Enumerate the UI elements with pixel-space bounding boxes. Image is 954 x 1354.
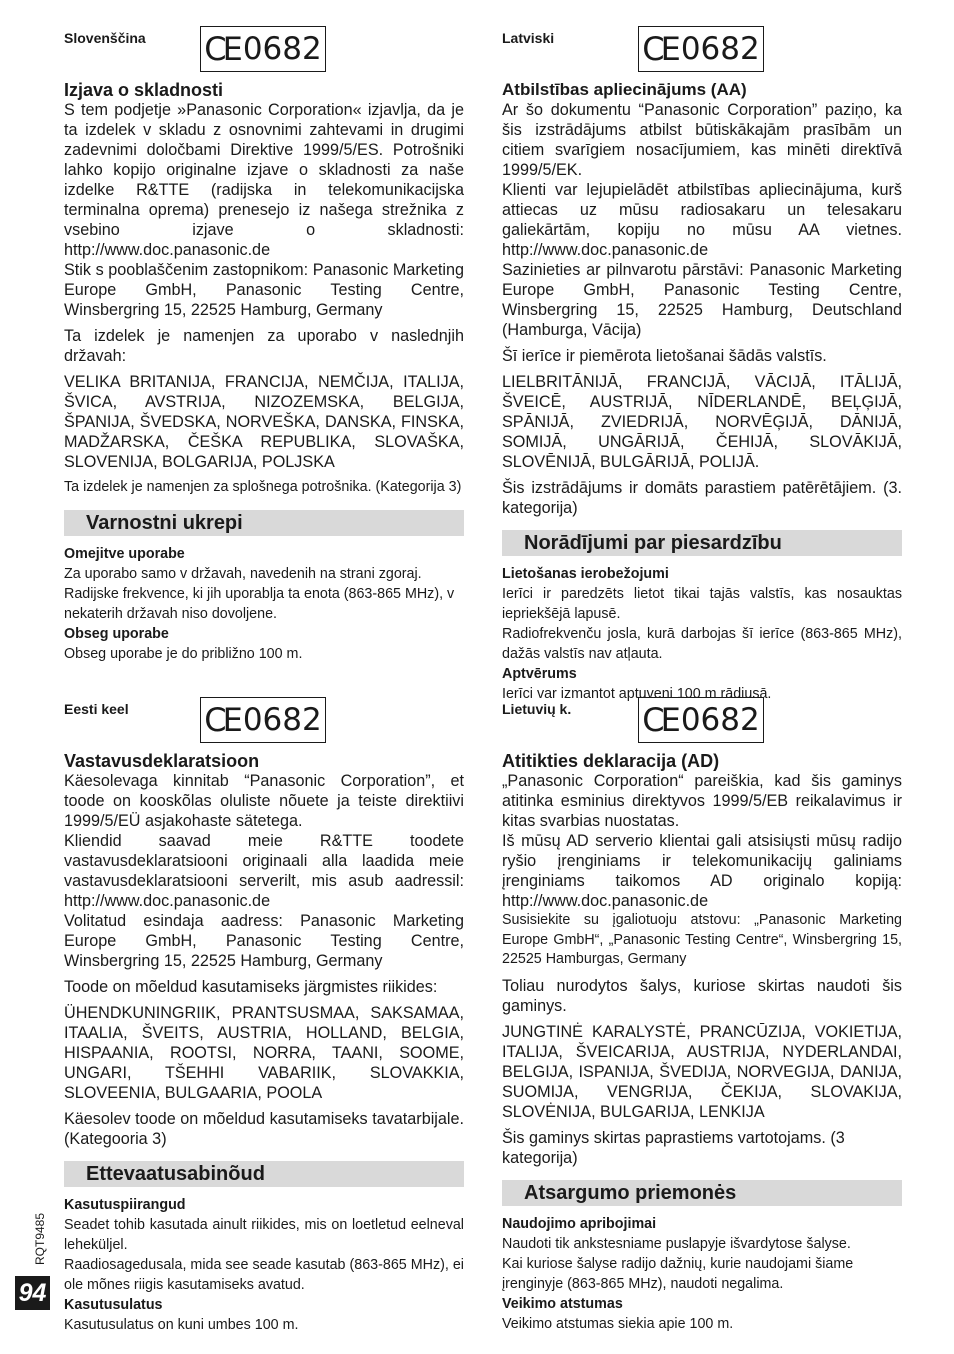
document-code: RQT9485 — [33, 1212, 48, 1266]
declaration-title: Atbilstības apliecinājums (AA) — [502, 80, 747, 99]
usage-restrictions-text: Ierīci ir paredzēts lietot tikai tajās valstīs, kas nosauktas iepriekšējā lapusē. — [502, 586, 902, 622]
contact-paragraph: Stik s pooblaščenim zastopnikom: Panasonic Marketing Europe GmbH, Panasonic Testing Centre, Winsbergring 15, 22525 Hamburg, Germany — [64, 261, 464, 319]
declaration-title: Atitikties deklaracija (AD) — [502, 751, 720, 771]
category-note: Šis izstrādājums ir domāts parastiem patērētājiem. (3. kategorija) — [502, 479, 902, 517]
countries-intro: Ta izdelek je namenjen za uporabo v naslednjih državah: — [64, 327, 464, 365]
language-header — [64, 26, 464, 78]
range-heading: Obseg uporabe — [64, 625, 169, 642]
safety-heading: Ettevaatusabinõud — [64, 1161, 464, 1187]
section-latvian — [502, 26, 902, 704]
range-heading: Aptvērums — [502, 666, 577, 682]
declaration-paragraph: S tem podjetje »Panasonic Corporation« izjavlja, da je ta izdelek v skladu z osnovnimi zahtevami in drugimi zadevnimi določbami Direktive 1999/5/ES. Potrošniki lahko kopijo originalne izjave o skladnosti za naše izdelke R&TTE (radijska in telekomunikacijska terminalna oprema) prenesejo iz našega strežnika z vsebino izjave o skladnosti: http://www.doc.panasonic.de — [64, 101, 464, 259]
usage-restrictions-heading: Kasutuspiirangud — [64, 1197, 186, 1213]
language-header — [64, 697, 464, 749]
declaration-title: Izjava o skladnosti — [64, 80, 224, 100]
language-name: Lietuvių k. — [502, 701, 572, 717]
safety-heading: Varnostni ukrepi — [64, 510, 464, 536]
frequency-text: Radiofrekvenču josla, kurā darbojas šī ierīce (863-865 MHz), dažās valstīs nav atļauta. — [502, 626, 902, 662]
ce-mark: CE 0682 — [200, 697, 326, 743]
declaration-title: Vastavusdeklaratsioon — [64, 751, 260, 771]
country-list: LIELBRITĀNIJĀ, FRANCIJĀ, VĀCIJĀ, ITĀLIJĀ, ŠVEICĒ, AUSTRIJĀ, NĪDERLANDĒ, BEĻĢIJĀ, SPĀNIJĀ, ZVIEDRIJĀ, NORVĒĢIJĀ, DĀNIJĀ, SOMIJĀ, UNGĀRIJĀ, ČEHIJĀ, SLOVĀKIJĀ, SLOVĒNIJĀ, BULGĀRIJĀ, POLIJĀ. — [502, 373, 902, 471]
page-number: 94 — [15, 1276, 50, 1310]
countries-intro: Toliau nurodytos šalys, kuriose skirtas naudoti šis gaminys. — [502, 976, 902, 1015]
download-paragraph: Klienti var lejupielādēt atbilstības apliecinājuma, kurš attiecas uz mūsu radiosakaru un telesakaru galiekārtām, kopiju no mūsu AA vietnes. http://www.doc.panasonic.de — [502, 181, 902, 259]
language-name: Eesti keel — [64, 701, 129, 717]
safety-heading: Norādījumi par piesardzību — [502, 530, 902, 556]
contact-paragraph: Susisiekite su įgaliotuoju atstovu: „Panasonic Marketing Europe GmbH“, „Panasonic Testing Centre“, Winsbergring 15, 22525 Hamburgas, Germany — [502, 912, 902, 967]
declaration-paragraph: Käesolevaga kinnitab “Panasonic Corporation”, et toode on kooskõlas oluliste nõuete ja teiste direktiivi 1999/5/EÜ asjakohaste sätetega. — [64, 772, 464, 830]
category-note: Käesolev toode on mõeldud kasutamiseks tavatarbijale. (Kategooria 3) — [64, 1110, 464, 1148]
ce-mark: CE 0682 — [200, 26, 326, 72]
range-heading: Kasutusulatus — [64, 1297, 163, 1313]
country-list: JUNGTINĖ KARALYSTĖ, PRANCŪZIJA, VOKIETIJA, ITALIJA, ŠVEICARIJA, AUSTRIJA, NYDERLANDAI, BELGIJA, ISPANIJA, ŠVEDIJA, NORVEGIJA, DANIJA, SUOMIJA, VENGRIJA, ČEKIJA, SLOVAKIJA, SLOVĖNIJA, BULGARIJA, LENKIJA — [502, 1022, 902, 1121]
range-heading: Veikimo atstumas — [502, 1295, 623, 1312]
country-list: ÜHENDKUNINGRIIK, PRANTSUSMAA, SAKSAMAA, ITAALIA, ŠVEITS, AUSTRIA, HOLLAND, BELGIA, HISPAANIA, ROOTSI, NORRA, TAANI, SOOME, UNGARI, TŠEHHI VABARIIK, SLOVAKKIA, SLOVEENIA, BULGAARIA, POOLA — [64, 1004, 464, 1102]
usage-restrictions-heading: Naudojimo apribojimai — [502, 1215, 657, 1232]
contact-paragraph: Volitatud esindaja aadress: Panasonic Marketing Europe GmbH, Panasonic Testing Centre, Winsbergring 15, 22525 Hamburg, Germany — [64, 912, 464, 970]
frequency-text: Kai kuriose šalyse radijo dažnių, kurie naudojami šiame įrenginyje (863-865 MHz), naudoti negalima. — [502, 1255, 854, 1292]
category-note: Ta izdelek je namenjen za splošnega potrošnika. (Kategorija 3) — [64, 479, 462, 495]
safety-heading: Atsargumo priemonės — [502, 1180, 902, 1206]
language-header — [502, 26, 902, 78]
language-header — [502, 697, 902, 749]
range-text: Veikimo atstumas siekia apie 100 m. — [502, 1315, 734, 1332]
range-text: Ierīci var izmantot aptuveni 100 m rādiusā. — [502, 686, 772, 702]
frequency-text: Raadiosagedusala, mida see seade kasutab (863-865 MHz), ei ole mõnes riigis kasutamiseks avatud. — [64, 1257, 464, 1293]
countries-intro: Šī ierīce ir piemērota lietošanai šādās valstīs. — [502, 347, 827, 365]
usage-restrictions-heading: Lietošanas ierobežojumi — [502, 566, 669, 582]
ce-mark: CE 0682 — [638, 697, 764, 743]
language-name: Slovenščina — [64, 30, 146, 46]
declaration-paragraph: Ar šo dokumentu “Panasonic Corporation” paziņo, ka šis izstrādājums atbilst būtiskākajām prasībām un citiem svarīgiem nosacījumiem, kas minēti direktīvā 1999/5/EK. — [502, 101, 902, 179]
category-note: Šis gaminys skirtas paprastiems vartotojams. (3 kategorija) — [502, 1128, 845, 1167]
countries-intro: Toode on mõeldud kasutamiseks järgmistes riikides: — [64, 978, 438, 996]
download-paragraph: Iš mūsų AD serverio klientai gali atsisiųsti mūsų radijo ryšio įrenginiams ir telekomunikacijų galiniams įrenginiams taikomos AD originalo kopiją: http://www.doc.panasonic.de — [502, 832, 902, 910]
usage-restrictions-text: Seadet tohib kasutada ainult riikides, mis on loetletud eelneval leheküljel. — [64, 1217, 464, 1253]
range-text: Kasutusulatus on kuni umbes 100 m. — [64, 1317, 299, 1333]
range-text: Obseg uporabe je do približno 100 m. — [64, 645, 303, 662]
contact-paragraph: Sazinieties ar pilnvarotu pārstāvi: Panasonic Marketing Europe GmbH, Panasonic Testing Centre, Winsbergring 15, 22525 Hamburg, Deutschland (Hamburga, Vācija) — [502, 261, 902, 339]
usage-restrictions-text: Naudoti tik ankstesniame puslapyje išvardytose šalyse. — [502, 1235, 851, 1252]
usage-restrictions-text: Za uporabo samo v državah, navedenih na strani zgoraj. — [64, 565, 422, 582]
language-name: Latviski — [502, 30, 555, 46]
section-estonian — [64, 697, 464, 1335]
country-list: VELIKA BRITANIJA, FRANCIJA, NEMČIJA, ITALIJA, ŠVICA, AVSTRIJA, NIZOZEMSKA, BELGIJA, ŠPANIJA, ŠVEDSKA, NORVEŠKA, DANSKA, FINSKA, MADŽARSKA, ČEŠKA REPUBLIKA, SLOVAŠKA, SLOVENIJA, BOLGARIJA, POLJSKA — [64, 373, 464, 471]
declaration-paragraph: „Panasonic Corporation“ pareiškia, kad šis gaminys atitinka esminius direktyvos 1999/5/EB reikalavimus ir kitas svarbias nuostatas. — [502, 772, 902, 830]
usage-restrictions-heading: Omejitve uporabe — [64, 545, 185, 562]
download-paragraph: Kliendid saavad meie R&TTE toodete vastavusdeklaratsiooni originaali alla laadida meie vastavusdeklaratsiooni serverilt, mis asub aadressil: http://www.doc.panasonic.de — [64, 832, 464, 910]
section-lithuanian — [502, 697, 902, 1334]
section-slovenian — [64, 26, 464, 664]
frequency-text: Radijske frekvence, ki jih uporablja ta enota (863-865 MHz), v nekaterih državah niso dovoljene. — [64, 585, 455, 622]
ce-mark: CE 0682 — [638, 26, 764, 72]
